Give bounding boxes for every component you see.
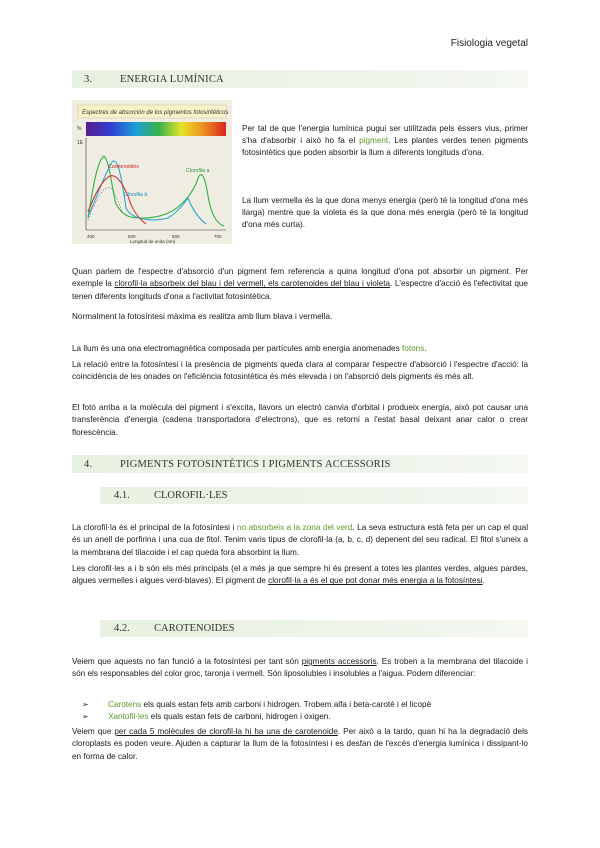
tick-600: 600 [172, 234, 180, 239]
section-title: ENERGIA LUMÍNICA [120, 73, 224, 85]
subsection-number: 4.1. [114, 490, 130, 501]
text-run: . Es troben a la membrana del tilacoide i són els responsables del color groc, taronja i vermell. Són liposolubles i insolubles a l'aigua. Podem diferenciar: [72, 657, 528, 679]
subsection-title: CLOROFIL·LES [154, 490, 228, 501]
chlorophyll-types-paragraph [72, 563, 528, 588]
svg-text:%: % [77, 126, 82, 132]
intro-paragraph [242, 123, 528, 160]
bullet-text: els quals estan fets amb carboni i hidrogen. Trobem alfa i beta-carotè i el licopè [141, 700, 432, 709]
fotons-highlight: fotons [401, 344, 425, 353]
subsection-title: CAROTENOIDES [154, 623, 235, 634]
subsection-heading-4-2 [100, 620, 528, 637]
section-number: 4. [84, 458, 93, 470]
x-axis-label: Longitud de onda (nm) [130, 239, 176, 244]
text-run: Quan parlem de l'espectre d'absorció d'un pigment fem referencia a quina longitud d'ona pot absorbir un pigment. Per exemple la [72, 267, 528, 289]
bullet-xantofilles [82, 711, 331, 722]
underlined-text: clorofil·la absorbeix del blau i del vermell, els carotenoides del blau i violeta [114, 279, 391, 289]
svg-text:1E: 1E [77, 140, 84, 146]
text-run: Veiem que [72, 727, 115, 736]
photon-excitation-paragraph: El fotó arriba a la molècula del pigment i s'excita, llavors un electró canvia d'orbital i produeix energia, això pot causar una transferència d'energia (cadena transportadora d'electrons), que es retorni a l'estat basal deixant anar calor o crear florescència. [72, 403, 528, 437]
section-number: 3. [84, 73, 93, 85]
section-heading-3 [72, 70, 528, 88]
bullet-term: Xantofil·les [108, 712, 149, 721]
text-run: . [424, 344, 427, 353]
bullet-text: els quals estan fets de carboni, hidrogen i oxigen. [148, 712, 331, 721]
chlorophyll-paragraph [72, 522, 528, 559]
chlorophyll-a-label: Clorofila a [186, 168, 210, 174]
text-run: . Per això a la tardo, quan hi ha la degradació dels cloroplasts es poden veure. Ajuden a capturar la llum de la fotosíntesi i es desfan de l'excés d'energia lumínica i dissipant-lo en forma de calor. [72, 727, 528, 761]
text-run: . [482, 576, 485, 586]
tick-700: 700 [214, 234, 222, 239]
underlined-text: per cada 5 molècules de clorofil·la hi ha una de carotenoide [114, 727, 338, 736]
text-run: . La seva estructura està feta per un cap el qual és un anell de porfirina i una cua de fitol. Tenim varis tipus de clorofil·la (a, b, c, d) depenent del seu radical. El fitol s'uneix a la membrana del tilacoide i el cap queda fora absorbint la llum. [72, 523, 529, 557]
absorption-spectrum-paragraph [72, 266, 528, 303]
underlined-text: pigments accessoris [301, 657, 377, 666]
bullet-carotens [82, 699, 431, 710]
section-title: PIGMENTS FOTOSINTÈTICS I PIGMENTS ACCESSORIS [120, 458, 391, 470]
bullet-term: Carotens [108, 700, 142, 709]
text-run: Les clorofil·les a i b són els més principals (el a més ja que sempre hi és present a totes les plantes verdes, algues pardes, algues vermelles i algues verd-blaves). El pigment de [72, 564, 528, 586]
chlorophyll-b-label: Clorofila b [124, 192, 148, 198]
green-zone-highlight: no absorbeix a la zona del verd [236, 523, 353, 532]
max-photosynthesis-line: Normalment la fotosíntesi màxima es realitza amb llum blava i vermella. [72, 312, 333, 321]
text-run: Veiem que aquests no fan funció a la fotosíntesi per tant són [72, 657, 302, 666]
text-run: La llum és una ona electromagnètica composada per partícules amb energia anomenades [72, 344, 402, 353]
text-run: . L'espectre d'acció és l'efectivitat que tenen diferents longituds d'ona a l'activitat fotosintètica. [72, 279, 528, 301]
carotenoid-ratio-paragraph [72, 726, 528, 763]
carotenoids-label: Carotenoides [108, 164, 139, 170]
spectrum-relation-paragraph: La relació entre la fotosíntesi i la presència de pigments queda clara al comparar l'espectre d'absorció i l'espectre d'acció: la coincidència de les onades on l'eficiència fotosintètica és més elevada i on l'absorció dels pigments és més alt. [72, 360, 528, 382]
tick-400: 400 [87, 234, 95, 239]
light-energy-paragraph: La llum vermella és la que dona menys energia (però té la longitud d'ona més llarga) mentre que la violeta és la que dona més energia (però té la longitud d'ona més curta). [242, 196, 528, 230]
text-run: . Les plantes verdes tenen pigments fotosintètics que poden absorbir la llum a diferents longituds d'ona. [242, 136, 528, 158]
photon-paragraph [72, 343, 528, 355]
arrow-bullet-icon: ➢ [82, 700, 89, 709]
header-title: Fisiologia vegetal [450, 38, 528, 49]
pigment-highlight: pigment [359, 136, 389, 146]
subsection-number: 4.2. [114, 623, 130, 634]
underlined-text: clorofil·la a és el que pot donar més energia a la fotosíntesi [268, 576, 483, 586]
absorption-spectrum-figure [72, 100, 232, 244]
section-heading-4 [72, 455, 528, 473]
figure-title: Espectres de absorción de los pigmentos fotosintéticos [82, 110, 229, 116]
tick-500: 500 [128, 234, 136, 239]
text-run: Per tal de que l'energia lumínica pugui ser utilitzada pels éssers vius, primer s'ha d'absorbir i això ho fa el [242, 124, 528, 146]
text-run: La clorofil·la és el principal de la fotosíntesi i [72, 523, 237, 532]
subsection-heading-4-1 [100, 487, 528, 504]
arrow-bullet-icon: ➢ [82, 712, 89, 721]
carotenoids-paragraph [72, 656, 528, 681]
spectrum-chart [72, 100, 232, 244]
